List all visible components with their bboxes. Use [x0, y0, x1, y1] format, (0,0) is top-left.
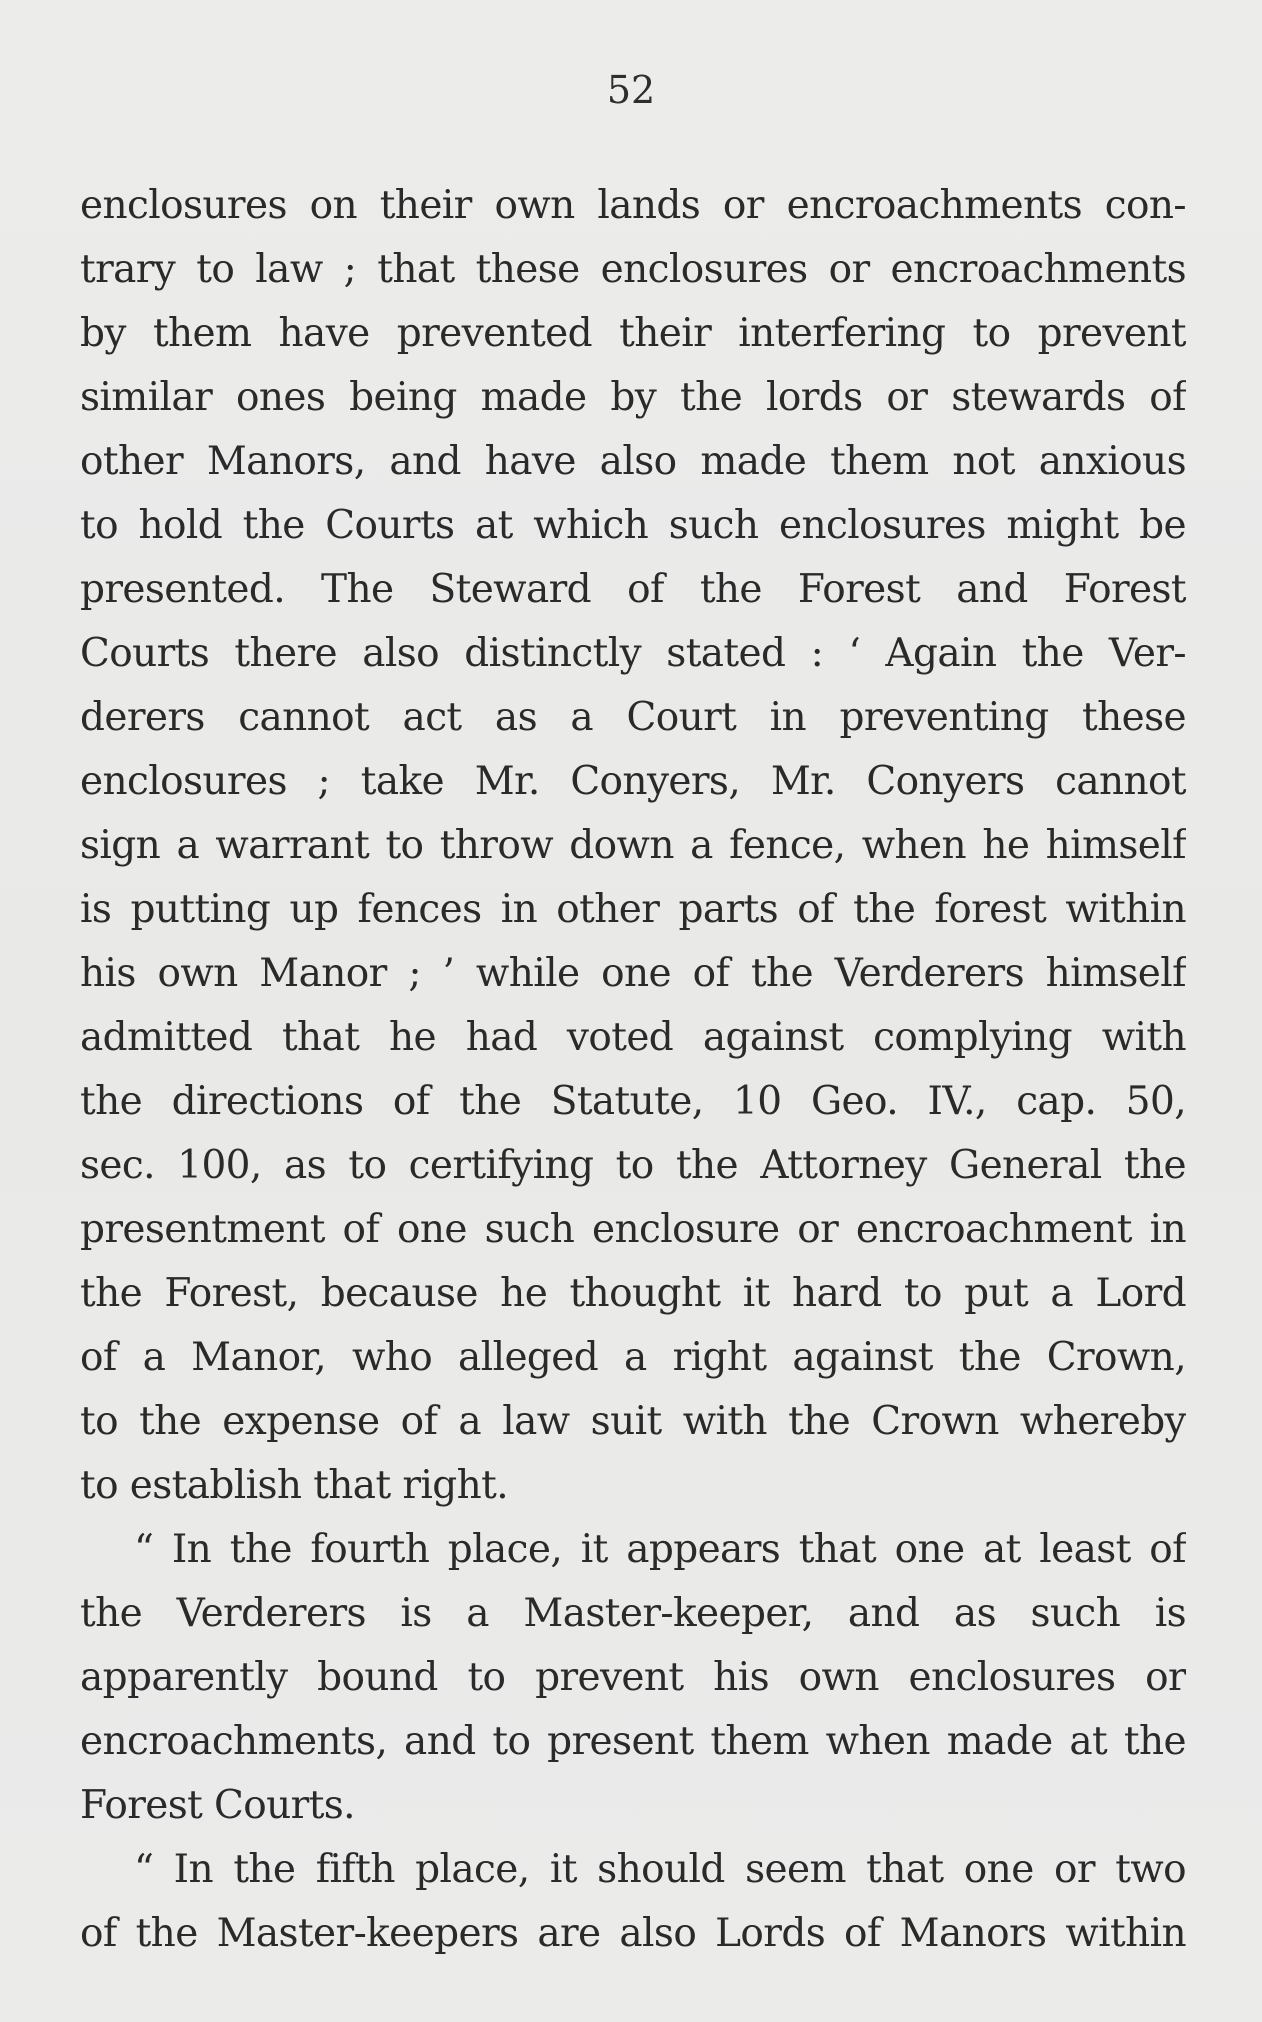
text-line: enclosures ; take Mr. Conyers, Mr. Conyers cannot [80, 759, 1186, 804]
text-line: of a Manor, who alleged a right against the Crown, [80, 1335, 1186, 1380]
text-line-paragraph-start: “ In the fourth place, it appears that one at least of [134, 1527, 1186, 1572]
text-line: encroachments, and to present them when made at the [80, 1719, 1186, 1764]
text-line-paragraph-start: “ In the fifth place, it should seem that one or two [134, 1847, 1186, 1892]
text-line: to the expense of a law suit with the Crown whereby [80, 1399, 1186, 1444]
text-line: the Forest, because he thought it hard to put a Lord [80, 1271, 1186, 1316]
text-line: sec. 100, as to certifying to the Attorney General the [80, 1143, 1186, 1188]
text-line: to hold the Courts at which such enclosures might be [80, 503, 1186, 548]
text-line-paragraph-end: Forest Courts. [80, 1783, 355, 1828]
text-line: other Manors, and have also made them not anxious [80, 439, 1186, 484]
text-line: trary to law ; that these enclosures or encroachments [80, 247, 1186, 292]
text-line: the directions of the Statute, 10 Geo. IV., cap. 50, [80, 1079, 1186, 1124]
text-line: presentment of one such enclosure or encroachment in [80, 1207, 1186, 1252]
text-line: his own Manor ; ’ while one of the Verderers himself [80, 951, 1186, 996]
text-line: admitted that he had voted against complying with [80, 1015, 1186, 1060]
text-line: derers cannot act as a Court in preventing these [80, 695, 1186, 740]
text-line: Courts there also distinctly stated : ‘ Again the Ver- [80, 631, 1186, 676]
page-number: 52 [606, 68, 656, 112]
text-line: sign a warrant to throw down a fence, when he himself [80, 823, 1186, 868]
text-line: presented. The Steward of the Forest and Forest [80, 567, 1186, 612]
text-line: similar ones being made by the lords or stewards of [80, 375, 1186, 420]
text-line: is putting up fences in other parts of the forest within [80, 887, 1186, 932]
text-line-paragraph-end: to establish that right. [80, 1463, 508, 1508]
text-line: the Verderers is a Master-keeper, and as such is [80, 1591, 1186, 1636]
text-line: apparently bound to prevent his own enclosures or [80, 1655, 1186, 1700]
text-line: enclosures on their own lands or encroachments con- [80, 183, 1186, 228]
text-line: of the Master-keepers are also Lords of Manors within [80, 1911, 1186, 1956]
body-text [80, 174, 1186, 1966]
text-line: by them have prevented their interfering to prevent [80, 311, 1186, 356]
